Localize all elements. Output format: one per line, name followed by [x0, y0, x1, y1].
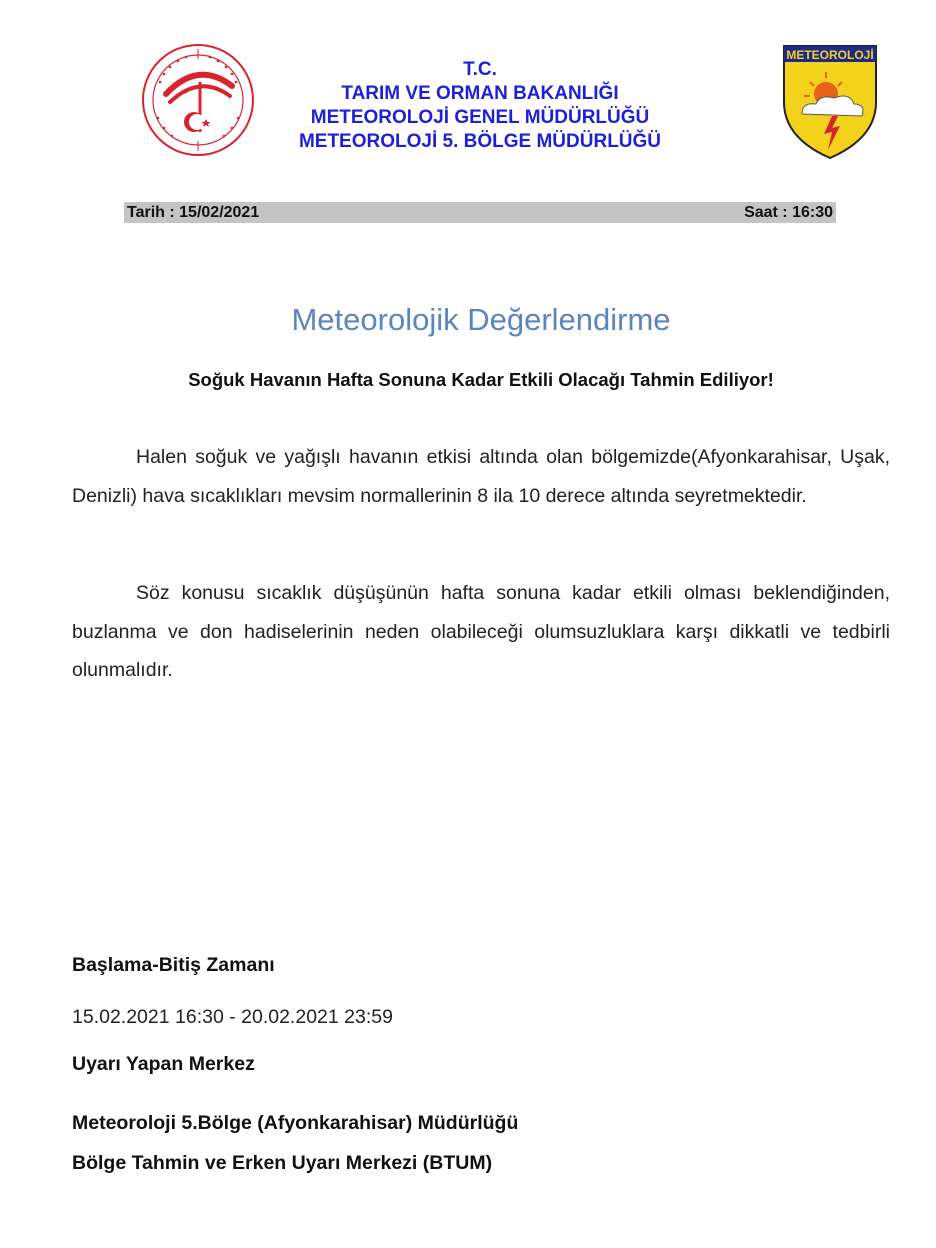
svg-text:METEOROLOJİ: METEOROLOJİ	[786, 48, 874, 62]
document-subtitle: Soğuk Havanın Hafta Sonuna Kadar Etkili Olacağı Tahmin Ediliyor!	[188, 369, 774, 390]
header-line-3: METEOROLOJİ GENEL MÜDÜRLÜĞÜ	[310, 107, 650, 128]
report-date: Tarih : 15/02/2021	[127, 203, 260, 221]
issuing-center-line-2: Bölge Tahmin ve Erken Uyarı Merkezi (BTUM)	[72, 1152, 493, 1174]
issuing-center-label: Uyarı Yapan Merkez	[72, 1053, 255, 1075]
issuing-center-line-1: Meteoroloji 5.Bölge (Afyonkarahisar) Müdürlüğü	[72, 1112, 519, 1134]
header-line-1: T.C.	[463, 59, 497, 80]
paragraph-2	[72, 574, 890, 690]
date-bar	[124, 202, 836, 223]
paragraph-2-text: Söz konusu sıcaklık düşüşünün hafta sonuna kadar etkili olması beklendiğinden, buzlanma ve don hadiselerinin neden olabileceği olumsuzluklara karşı dikkatli ve tedbirli olunmalıdır.	[72, 582, 890, 681]
document-title: Meteorolojik Değerlendirme	[291, 302, 671, 337]
header-line-4: METEOROLOJİ 5. BÖLGE MÜDÜRLÜĞÜ	[298, 131, 662, 152]
header-institution	[200, 58, 760, 154]
header-line-2: TARIM VE ORMAN BAKANLIĞI	[341, 83, 619, 104]
period-value: 15.02.2021 16:30 - 20.02.2021 23:59	[72, 1006, 393, 1028]
paragraph-1-text: Halen soğuk ve yağışlı havanın etkisi altında olan bölgemizde(Afyonkarahisar, Uşak, Denizli) hava sıcaklıkları mevsim normallerinin 8 ila 10 derece altında seyretmektedir.	[72, 446, 890, 507]
paragraph-1	[72, 438, 890, 515]
meteoroloji-shield-logo	[780, 42, 880, 160]
period-label: Başlama-Bitiş Zamanı	[72, 954, 275, 976]
report-time: Saat : 16:30	[744, 203, 833, 221]
